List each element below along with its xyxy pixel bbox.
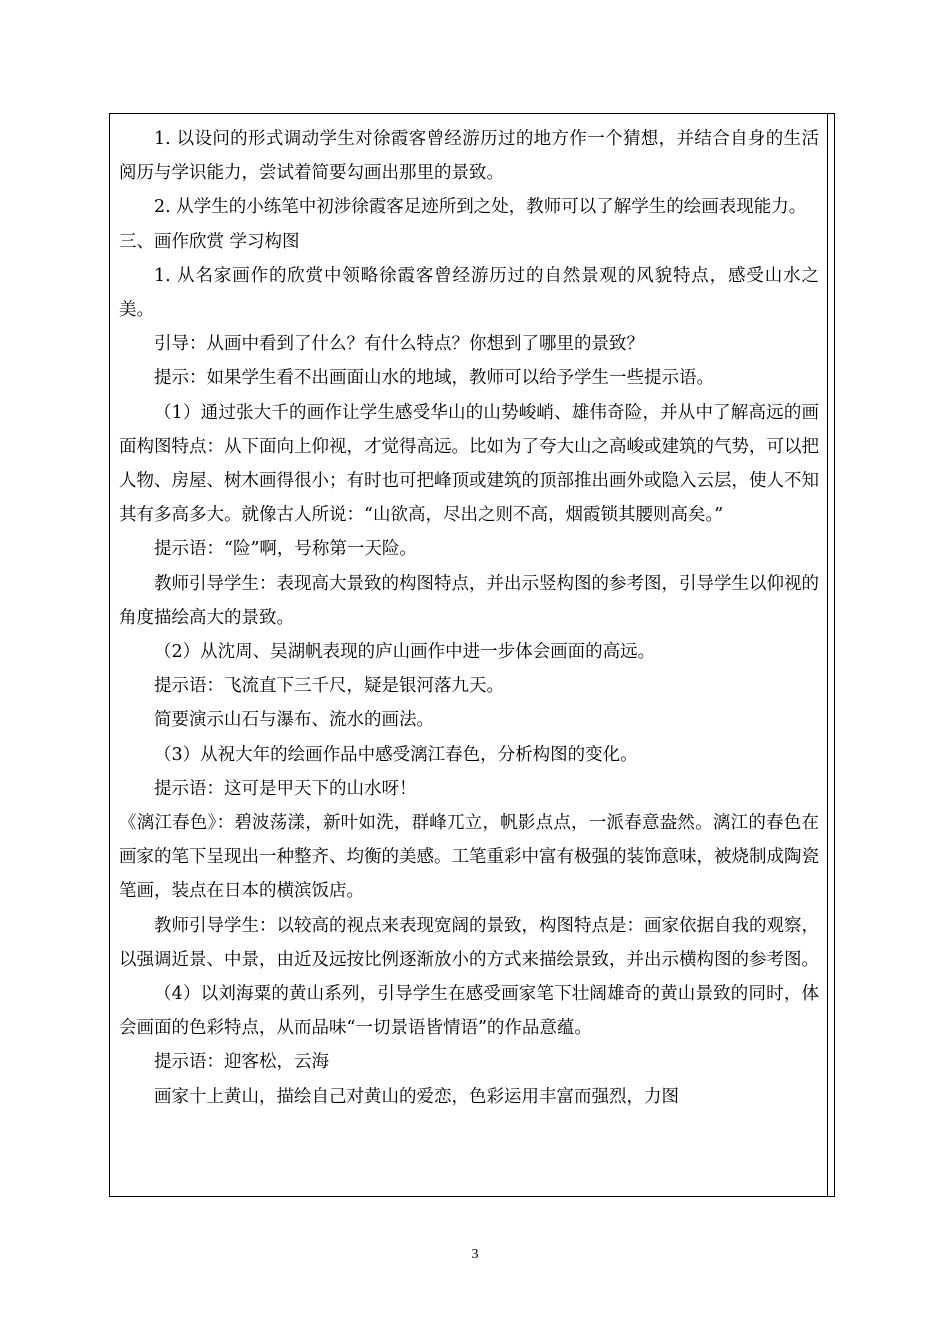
content-paragraph: 2. 从学生的小练笔中初涉徐霞客足迹所到之处，教师可以了解学生的绘画表现能力。 [154,197,807,218]
content-paragraph: （4）以刘海粟的黄山系列，引导学生在感受画家笔下壮阔雄奇的黄山景致的同时，体会画面的色彩特点，从而品味“一切景语皆情语”的作品意蕴。 [119,984,819,1039]
page-number: 3 [471,1247,479,1262]
content-paragraph: 提示语：飞流直下三千尺，疑是银河落九天。 [154,676,504,697]
content-paragraph: 提示语：这可是甲天下的山水呀！ [154,778,417,799]
content-paragraph: 提示语：迎客松，云海 [154,1052,329,1073]
content-paragraph: （3）从祝大年的绘画作品中感受漓江春色，分析构图的变化。 [154,744,638,765]
content-paragraph: 三、画作欣赏 学习构图 [119,231,300,252]
lesson-content-cell [119,122,819,1114]
content-paragraph: 引导：从画中看到了什么？有什么特点？你想到了哪里的景致？ [154,334,644,355]
content-paragraph: 提示语：“险”啊，号称第一天险。 [154,539,417,560]
lesson-table [109,113,835,1197]
content-paragraph: 《漓江春色》：碧波荡漾，新叶如洗，群峰兀立，帆影点点，一派春意盎然。漓江的春色在画家的笔下呈现出一种整齐、均衡的美感。工笔重彩中富有极强的装饰意味，被烧制成陶瓷笔画，装点在日本的横滨饭店。 [119,813,819,902]
content-paragraph: （2）从沈周、吴湖帆表现的庐山画作中进一步体会画面的高远。 [154,642,656,663]
content-paragraph: 1. 从名家画作的欣赏中领略徐霞客曾经游历过的自然景观的风貌特点，感受山水之美。 [119,265,819,321]
content-paragraph: 教师引导学生：以较高的视点来表现宽阔的景致，构图特点是：画家依据自我的观察，以强调近景、中景，由近及远按比例逐渐放小的方式来描绘景致，并出示横构图的参考图。 [119,915,819,970]
content-paragraph: 1. 以设问的形式调动学生对徐霞客曾经游历过的地方作一个猜想，并结合自身的生活阅历与学识能力，尝试着简要勾画出那里的景致。 [119,129,819,184]
content-paragraph: 简要演示山石与瀑布、流水的画法。 [154,710,434,731]
content-paragraph: 画家十上黄山，描绘自己对黄山的爱恋，色彩运用丰富而强烈，力图 [154,1086,679,1107]
notes-column-divider [827,114,828,1196]
content-paragraph: 教师引导学生：表现高大景致的构图特点，并出示竖构图的参考图，引导学生以仰视的角度描绘高大的景致。 [119,573,819,628]
content-paragraph: （1）通过张大千的画作让学生感受华山的山势峻峭、雄伟奇险，并从中了解高远的画面构图特点：从下面向上仰视，才觉得高远。比如为了夸大山之高峻或建筑的气势，可以把人物、房屋、树木画得很小；有时也可把峰顶或建筑的顶部推出画外或隐入云层，使人不知其有多高多大。就像古人所说：“山欲高，尽出之则不高，烟霞锁其腰则高矣。” [119,402,819,526]
content-paragraph: 提示：如果学生看不出画面山水的地域，教师可以给予学生一些提示语。 [154,368,714,389]
